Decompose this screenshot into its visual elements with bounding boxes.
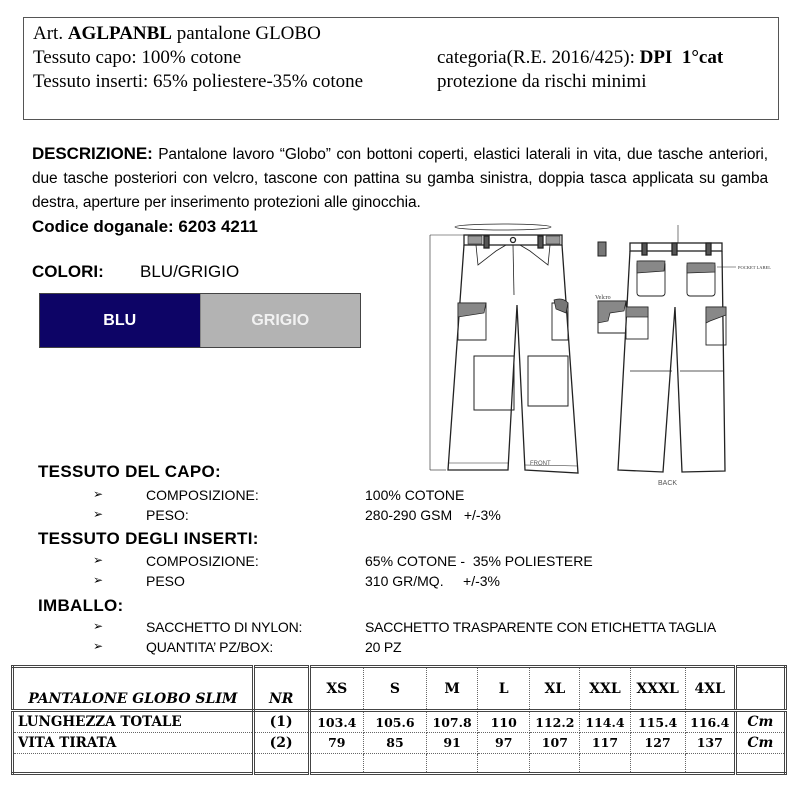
technical-drawing bbox=[418, 215, 793, 490]
belt-loop bbox=[484, 236, 489, 248]
table-row bbox=[13, 711, 786, 732]
article-line bbox=[33, 23, 321, 44]
back-pocket-flap-left bbox=[637, 261, 665, 273]
arrow-bullet-icon: ➢ bbox=[93, 553, 104, 567]
front-elastic-right bbox=[546, 236, 560, 244]
front-pocket-right bbox=[520, 245, 550, 265]
back-label: BACK bbox=[658, 480, 678, 487]
customs-code: Codice doganale: 6203 4211 bbox=[32, 217, 258, 236]
size-value: 115.4 bbox=[630, 711, 685, 732]
product-header-box bbox=[23, 17, 779, 120]
description-text: Pantalone lavoro “Globo” con bottoni coperti, elastici laterali in vita, due tasche anteriori, due tasche posteriori con velcro, tascone con pattina su gamba sinistra, doppia tasca applicata su gamba destra, aperture per inserimento protezioni alle ginocchia. bbox=[32, 146, 768, 211]
spec-key: PESO bbox=[146, 573, 185, 589]
size-header: XXXL bbox=[630, 667, 685, 711]
spec-key: SACCHETTO DI NYLON: bbox=[146, 619, 303, 635]
spec-value: SACCHETTO TRASPARENTE CON ETICHETTA TAGLIA bbox=[365, 619, 716, 635]
section-title-imballo: IMBALLO: bbox=[38, 596, 124, 615]
article-prefix: Art. bbox=[33, 23, 64, 44]
back-legs-outline bbox=[618, 251, 725, 472]
size-header: S bbox=[363, 667, 426, 711]
spec-value: 310 GR/MQ. +/-3% bbox=[365, 573, 500, 589]
pocket-label: POCKET LABEL bbox=[738, 265, 772, 270]
colors-label: COLORI: bbox=[32, 262, 104, 281]
size-header: XXL bbox=[580, 667, 630, 711]
belt-loop bbox=[642, 243, 647, 255]
empty-cell bbox=[478, 753, 530, 773]
belt-loop bbox=[672, 243, 677, 255]
back-side-pocket-flap bbox=[626, 307, 648, 317]
description-label: DESCRIZIONE: bbox=[32, 144, 153, 163]
knee-pad-right bbox=[528, 356, 568, 406]
empty-cell bbox=[427, 753, 478, 773]
front-label: FRONT bbox=[530, 461, 551, 467]
section-title-tessuto-inserti: TESSUTO DEGLI INSERTI: bbox=[38, 529, 259, 548]
front-elastic-left bbox=[468, 236, 482, 244]
empty-cell bbox=[309, 753, 363, 773]
front-legs-outline bbox=[448, 245, 578, 473]
size-value: 79 bbox=[309, 732, 363, 753]
waist-measure-ellipse bbox=[455, 224, 551, 230]
empty-cell bbox=[363, 753, 426, 773]
size-value: 107 bbox=[530, 732, 580, 753]
size-header: M bbox=[427, 667, 478, 711]
row-unit: Cm bbox=[735, 732, 785, 753]
size-value: 137 bbox=[685, 732, 735, 753]
size-header: XL bbox=[530, 667, 580, 711]
categoria-label: categoria(R.E. 2016/425): bbox=[437, 47, 635, 68]
size-value: 127 bbox=[630, 732, 685, 753]
front-pocket-left bbox=[476, 245, 506, 265]
empty-cell bbox=[580, 753, 630, 773]
swatch-grigio-label: GRIGIO bbox=[251, 311, 310, 329]
empty-cell bbox=[253, 753, 309, 773]
color-swatches bbox=[39, 293, 361, 348]
empty-cell bbox=[735, 753, 785, 773]
swatch-blu-label: BLU bbox=[103, 311, 137, 329]
row-name: VITA TIRATA bbox=[13, 732, 254, 753]
size-table-header-row bbox=[13, 667, 786, 711]
categoria-value: DPI 1°cat bbox=[639, 47, 724, 68]
arrow-bullet-icon: ➢ bbox=[93, 639, 103, 653]
arrow-bullet-icon: ➢ bbox=[93, 487, 104, 501]
spec-key: COMPOSIZIONE: bbox=[146, 487, 259, 503]
description bbox=[32, 142, 768, 215]
article-name: pantalone GLOBO bbox=[176, 23, 321, 44]
categoria-line bbox=[437, 47, 723, 68]
size-value: 114.4 bbox=[580, 711, 630, 732]
row-name: LUNGHEZZA TOTALE bbox=[13, 711, 254, 732]
spec-key: QUANTITA’ PZ/BOX: bbox=[146, 639, 274, 655]
article-code: AGLPANBL bbox=[67, 23, 172, 44]
row-unit: Cm bbox=[735, 711, 785, 732]
nr-header: NR bbox=[253, 667, 309, 711]
belt-loop-detail bbox=[598, 242, 606, 256]
tessuto-inserti-line: Tessuto inserti: 65% poliestere-35% cotone bbox=[33, 71, 364, 92]
section-title-tessuto-capo: TESSUTO DEL CAPO: bbox=[38, 462, 221, 481]
knee-pad-left bbox=[474, 356, 514, 410]
row-nr: (2) bbox=[253, 732, 309, 753]
size-value: 110 bbox=[478, 711, 530, 732]
arrow-bullet-icon: ➢ bbox=[93, 507, 104, 521]
spec-value: 65% COTONE - 35% POLIESTERE bbox=[365, 553, 593, 569]
size-value: 91 bbox=[427, 732, 478, 753]
unit-header bbox=[735, 667, 785, 711]
size-value: 103.4 bbox=[309, 711, 363, 732]
back-view bbox=[618, 225, 736, 472]
size-header: XS bbox=[309, 667, 363, 711]
size-value: 85 bbox=[363, 732, 426, 753]
size-value: 105.6 bbox=[363, 711, 426, 732]
table-row-empty bbox=[13, 753, 786, 773]
arrow-bullet-icon: ➢ bbox=[93, 573, 104, 587]
size-value: 97 bbox=[478, 732, 530, 753]
colors-value: BLU/GRIGIO bbox=[140, 262, 240, 281]
empty-cell bbox=[530, 753, 580, 773]
swatch-blu bbox=[40, 294, 200, 347]
front-view bbox=[430, 224, 578, 473]
spec-value: 280-290 GSM +/-3% bbox=[365, 507, 501, 523]
spec-value: 20 PZ bbox=[365, 639, 402, 655]
size-header: 4XL bbox=[685, 667, 735, 711]
size-value: 116.4 bbox=[685, 711, 735, 732]
spec-key: PESO: bbox=[146, 507, 189, 523]
size-header: L bbox=[478, 667, 530, 711]
fly-line bbox=[513, 245, 514, 295]
colors-line bbox=[32, 262, 240, 282]
velcro-label: Velcro bbox=[595, 295, 611, 301]
double-pocket-flap bbox=[598, 301, 626, 323]
table-row bbox=[13, 732, 786, 753]
arrow-bullet-icon: ➢ bbox=[93, 619, 103, 633]
spec-key: COMPOSIZIONE: bbox=[146, 553, 259, 569]
swatch-grigio bbox=[200, 294, 361, 347]
belt-loop bbox=[706, 243, 711, 255]
tessuto-capo-line: Tessuto capo: 100% cotone bbox=[33, 47, 242, 68]
spec-value: 100% COTONE bbox=[365, 487, 465, 503]
belt-loop bbox=[538, 236, 543, 248]
front-pocket-flap bbox=[458, 303, 486, 317]
back-pocket-flap-right bbox=[687, 263, 715, 273]
empty-cell bbox=[13, 753, 254, 773]
size-value: 112.2 bbox=[530, 711, 580, 732]
empty-cell bbox=[685, 753, 735, 773]
front-button bbox=[511, 238, 516, 243]
size-table bbox=[11, 665, 787, 775]
detail-parts bbox=[543, 242, 626, 333]
front-pocket-flap-right bbox=[554, 299, 568, 313]
row-nr: (1) bbox=[253, 711, 309, 732]
size-value: 117 bbox=[580, 732, 630, 753]
size-value: 107.8 bbox=[427, 711, 478, 732]
protezione-line: protezione da rischi minimi bbox=[437, 71, 647, 92]
size-table-title: PANTALONE GLOBO SLIM bbox=[13, 667, 254, 711]
empty-cell bbox=[630, 753, 685, 773]
